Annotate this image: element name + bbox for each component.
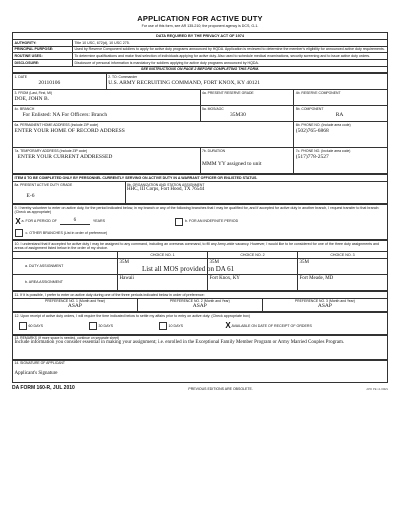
- name-field[interactable]: 3. FROM (Last, First, MI) DOE, JOHN B.: [13, 90, 201, 106]
- area-assignment-label: b. AREA ASSIGNMENT: [13, 274, 118, 290]
- active-grade-field[interactable]: 8a. PRESENT ACTIVE DUTY GRADE E-6: [13, 181, 126, 203]
- section-8-header: ITEM 8 TO BE COMPLETED ONLY BY PERSONNEL CURRENTLY SERVING ON ACTIVE DUTY IN A WARRANT OFFICER OR ENLISTED STATUS.: [13, 175, 388, 182]
- editions-note: PREVIOUS EDITIONS ARE OBSOLETE.: [188, 386, 253, 391]
- preference-1-field[interactable]: PREFERENCE NO. 1 (Month and Year) ASAP: [13, 298, 138, 311]
- section-9-table: [12, 204, 388, 240]
- date-field[interactable]: 1. DATE 20110106: [13, 74, 107, 90]
- section-13-table: [12, 335, 388, 360]
- form-title: APPLICATION FOR ACTIVE DUTY: [137, 14, 263, 23]
- privacy-header: DATA REQUIRED BY THE PRIVACY ACT OF 1974: [13, 33, 388, 40]
- period-checkbox[interactable]: X: [15, 216, 21, 226]
- 30-days-label: 30 DAYS: [98, 323, 114, 328]
- disclosure-label: DISCLOSURE:: [13, 59, 73, 66]
- disclosure-text: Disclosure of personal information is mandatory for soldiers applying for active duty programs announced by HQDA.: [73, 59, 388, 66]
- reserve-grade-field[interactable]: 4a. PRESENT RESERVE GRADE: [200, 90, 294, 106]
- indefinite-checkbox[interactable]: [175, 218, 183, 226]
- section-14-table: [12, 360, 388, 383]
- purpose-text: Used by Reserve Component soldiers to apply for active duty programs announced by HQDA. Application is reviewed to determine the member's eligibility for announced active duty requirements.: [73, 46, 388, 53]
- form-version: APD PE v1.00ES: [366, 386, 388, 391]
- mos-field[interactable]: 5a. MOS/AOC 35M30: [200, 106, 294, 122]
- temporary-address-field[interactable]: 7a. TEMPORARY ADDRESS (Include ZIP code) ENTER YOUR CURRENT ADDRESSED: [13, 148, 201, 174]
- available-on-receipt-checkbox[interactable]: X: [225, 321, 231, 330]
- form-number: DA FORM 160-R, JUL 2010: [12, 384, 75, 391]
- choice-1-header: CHOICE NO. 1: [118, 252, 208, 259]
- section-12-body: [13, 312, 388, 334]
- duration-field[interactable]: 7b. DURATION MMM YY assigned to unit: [200, 148, 294, 174]
- organization-field[interactable]: 8b. ORGANIZATION AND STATION ASSIGNMENT HHC, III Corps, Fort Hood, TX 76544: [125, 181, 388, 203]
- section-9-text: 9. I hereby volunteer to enter on active duty, for the period indicated below, in my branch or any of the following branches that I may be qualified for, and if accepted for active duty in another branch, I request transfer to that branch: (Check as appropriate): [14, 205, 380, 215]
- permanent-address-field[interactable]: 6a. PERMANENT HOME ADDRESS (Include ZIP code) ENTER YOUR HOME OF RECORD ADDRESS: [13, 122, 294, 148]
- choice-3-header: CHOICE NO. 3: [298, 252, 388, 259]
- duty-choice-1[interactable]: 35M List all MOS provided on DA 61: [119, 259, 235, 273]
- section-10-table: [12, 240, 388, 291]
- to-field[interactable]: 2. TO: Commander U.S. ARMY RECRUITING COMMAND, FORT KNOX, KY 40121: [106, 74, 387, 90]
- signature-value: Applicant's Signature: [14, 370, 58, 376]
- authority-label: AUTHORITY:: [13, 39, 73, 46]
- signature-field[interactable]: 14. SIGNATURE OF APPLICANT Applicant's Signature: [13, 360, 388, 382]
- 10-days-checkbox[interactable]: [159, 322, 167, 330]
- preference-3-field[interactable]: PREFERENCE NO. 3 (Month and Year) ASAP: [262, 298, 387, 311]
- section-11-table: [12, 291, 388, 312]
- routine-uses-text: To determine qualifications and make final selection of individuals applying for active duty. Also used to schedule medical examinations, security screening and to issue active duty orders.: [73, 53, 388, 60]
- remarks-text: Include information you consider essential in making your assignment; i.e. enrolled in the Exceptional Family Member Program or Army Married Couples Program.: [14, 340, 345, 346]
- 60-days-label: 60 DAYS: [28, 323, 44, 328]
- 60-days-checkbox[interactable]: [19, 322, 27, 330]
- mos-overlay-text: List all MOS provided on DA 61: [142, 264, 235, 273]
- available-on-receipt-label: AVAILABLE ON DATE OF RECEIPT OF ORDERS: [231, 323, 312, 328]
- years-label: YEARS: [92, 219, 106, 224]
- section-9-body: [13, 204, 388, 239]
- duty-assignment-label: a. DUTY ASSIGNMENT: [13, 258, 118, 274]
- authority-text: Title 10 USC, 672(d), 10 USC 275.: [73, 39, 388, 46]
- indefinite-label: b. FOR AN INDEFINITE PERIOD: [185, 219, 239, 224]
- area-choice-3[interactable]: Fort Meade, MD: [298, 274, 388, 290]
- component-field[interactable]: 5b. COMPONENT RA: [294, 106, 388, 122]
- applicant-info-table: [12, 73, 388, 174]
- phone2-field[interactable]: 7c. PHONE NO. (Include area code) (517)778-2527: [294, 148, 388, 174]
- 10-days-label: 10 DAYS: [168, 323, 184, 328]
- duty-choice-2[interactable]: 35M: [208, 258, 298, 274]
- section-12-text: 12. Upon receipt of active duty orders, I will require the time indicated below to settle my affairs prior to entry on active duty: (Check appropriate box): [14, 313, 250, 318]
- area-choice-2[interactable]: Fort Knox, KY: [208, 274, 298, 290]
- phone-field[interactable]: 6b. PHONE NO. (Include area code) (502)765-6868: [294, 122, 388, 148]
- section-11-text: 11. If it is possible, I prefer to enter on active duty during one of the three periods indicated below in order of preference:: [13, 291, 388, 298]
- section-12-table: [12, 312, 388, 335]
- section-8-table: [12, 174, 388, 204]
- area-choice-1[interactable]: Hawaii: [118, 274, 208, 290]
- remarks-field[interactable]: 13. REMARKS (If more space is needed, continue on separate sheet) Include information you consider essential in making your assignment; i.e. enrolled in the Exceptional Family Member Program or Army Married Couples Program.: [13, 335, 388, 359]
- branch-field[interactable]: 4c. BRANCH For Enlisted: NA For Officers: Branch: [13, 106, 201, 122]
- choice-2-header: CHOICE NO. 2: [208, 252, 298, 259]
- routine-uses-label: ROUTINE USES:: [13, 53, 73, 60]
- reserve-component-field[interactable]: 4b. RESERVE COMPONENT: [294, 90, 388, 106]
- other-branches-label: c. OTHER BRANCHES (List in order of preference): [25, 230, 108, 235]
- other-branches-checkbox[interactable]: [15, 229, 23, 237]
- form-subtitle: For use of this form, see AR 135-210; the proponent agency is DCS, G-1.: [141, 24, 259, 28]
- period-years-input[interactable]: 6: [60, 218, 90, 225]
- form-page: [12, 0, 388, 391]
- preference-2-field[interactable]: PREFERENCE NO. 2 (Month and Year) ASAP: [137, 298, 262, 311]
- privacy-act-table: [12, 32, 388, 73]
- instructions-note: SEE INSTRUCTIONS ON PAGE 2 BEFORE COMPLETING THIS FORM.: [13, 66, 388, 73]
- 30-days-checkbox[interactable]: [89, 322, 97, 330]
- purpose-label: PRINCIPAL PURPOSE:: [13, 46, 73, 53]
- duty-choice-3[interactable]: 35M: [298, 258, 388, 274]
- period-label: a. FOR A PERIOD OF: [21, 219, 57, 224]
- section-10-text: 10. I understand that if accepted for active duty I may be assigned to any command, including an overseas command, to fill any Army-wide vacancy. However, I would like to be considered for one of the three duty assignments and areas of assignment listed below in the order of my choice.: [13, 241, 388, 252]
- form-footer: [12, 385, 388, 391]
